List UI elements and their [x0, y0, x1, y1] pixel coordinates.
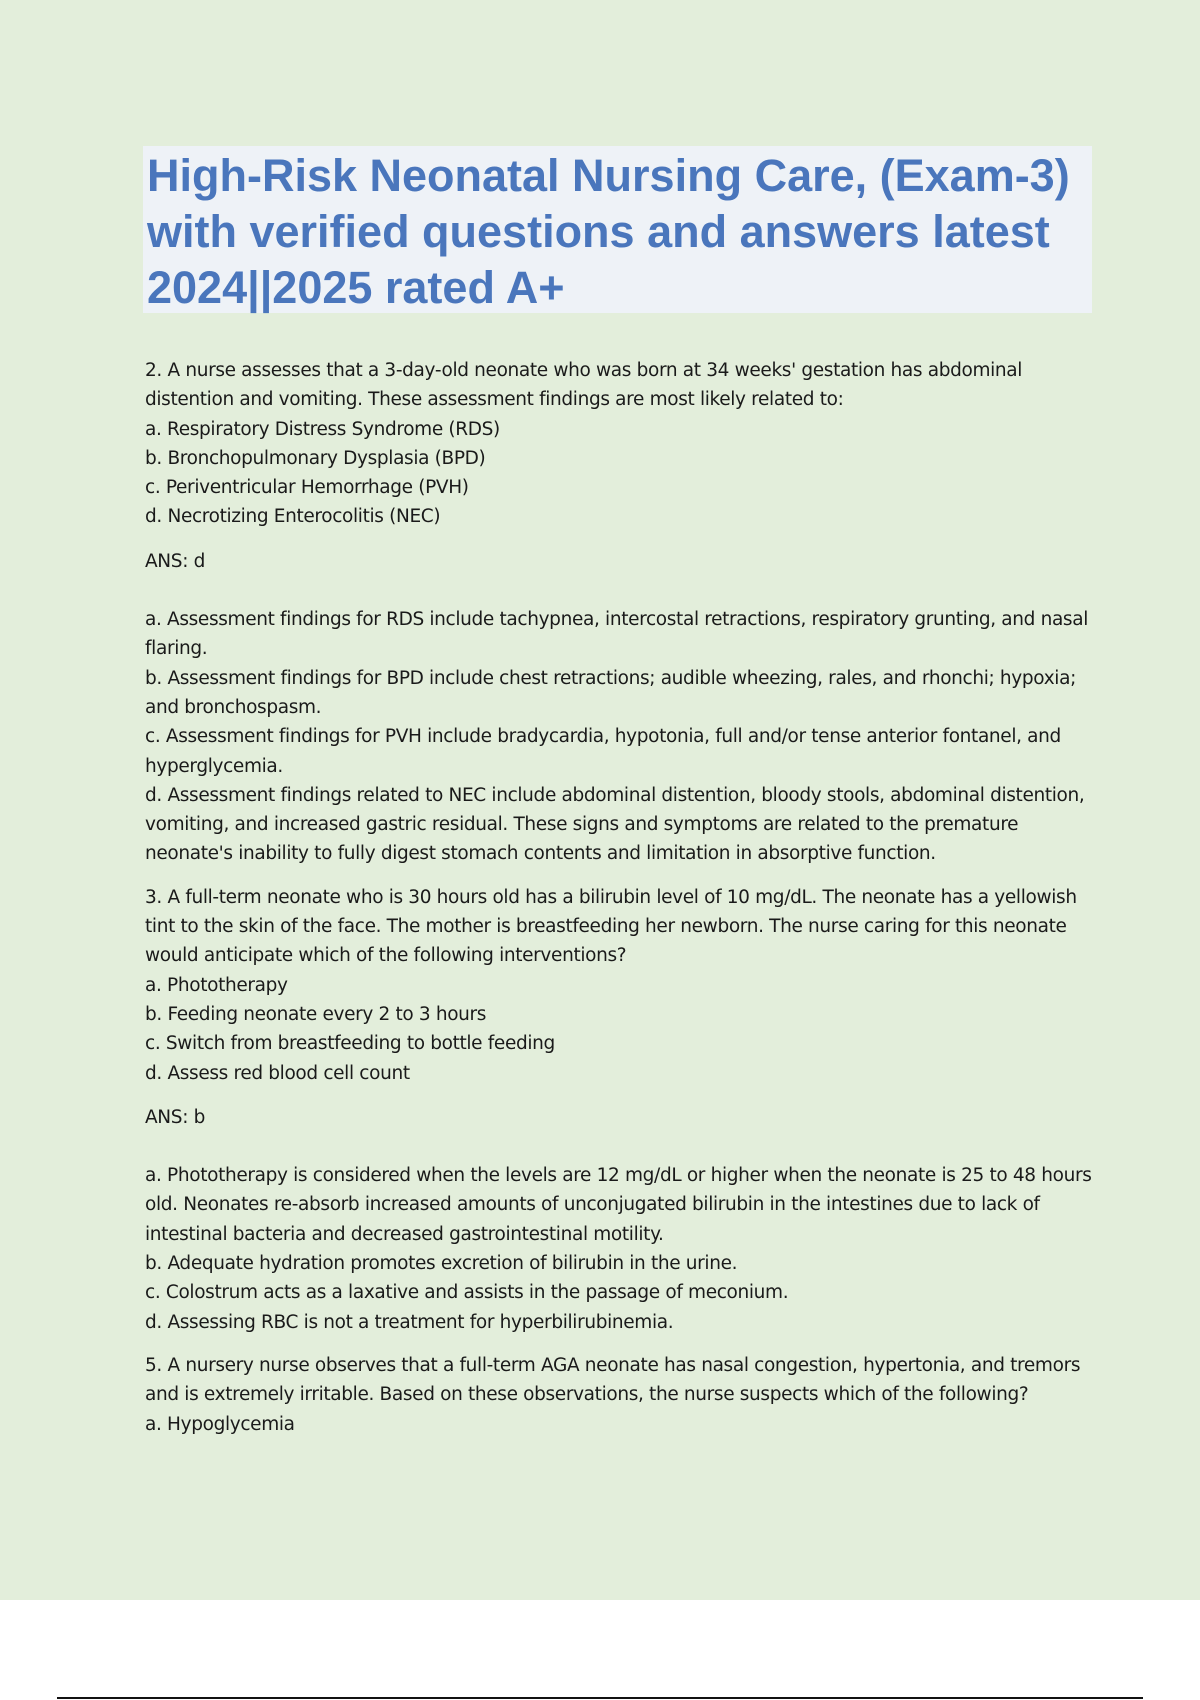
answer-option: b. Feeding neonate every 2 to 3 hours	[145, 1003, 487, 1025]
question-block	[145, 356, 1095, 869]
document-title: High-Risk Neonatal Nursing Care, (Exam-3) with verified questions and answers latest 2024||2025 rated A+	[147, 150, 1070, 313]
answer-option: c. Switch from breastfeeding to bottle feeding	[145, 1033, 555, 1055]
answer-key: ANS: b	[145, 1106, 205, 1128]
answer-option: b. Bronchopulmonary Dysplasia (BPD)	[145, 447, 486, 469]
answer-option: c. Periventricular Hemorrhage (PVH)	[145, 477, 469, 499]
answer-key: ANS: d	[145, 550, 205, 572]
document-body	[145, 356, 1095, 1439]
rationale: a. Phototherapy is considered when the levels are 12 mg/dL or higher when the neonate is 25 to 48 hours old. Neonates re-absorb increased amounts of unconjugated bilirubin in the intestines due to lack of intestinal bacteria and decreased gastrointestinal motility.	[145, 1165, 1092, 1245]
rationale: a. Assessment findings for RDS include tachypnea, intercostal retractions, respiratory grunting, and nasal flaring.	[145, 609, 1088, 660]
answer-option: d. Necrotizing Enterocolitis (NEC)	[145, 506, 441, 528]
question-stem: 5. A nursery nurse observes that a full-term AGA neonate has nasal congestion, hypertonia, and tremors and is extremely irritable. Based on these observations, the nurse suspects which of the following?	[145, 1354, 1081, 1406]
rationale: b. Assessment findings for BPD include chest retractions; audible wheezing, rales, and rhonchi; hypoxia; and bronchospasm.	[145, 667, 1076, 718]
question-block	[145, 883, 1095, 1337]
title-banner	[143, 146, 1092, 313]
answer-option: a. Respiratory Distress Syndrome (RDS)	[145, 418, 500, 440]
rationale: b. Adequate hydration promotes excretion of bilirubin in the urine.	[145, 1253, 738, 1275]
rationale: c. Colostrum acts as a laxative and assists in the passage of meconium.	[145, 1282, 789, 1304]
rationale: d. Assessment findings related to NEC include abdominal distention, bloody stools, abdominal distention, vomiting, and increased gastric residual. These signs and symptoms are related to the premature neonate's inability to fully digest stomach contents and limitation in absorptive function.	[145, 784, 1085, 865]
question-stem: 3. A full-term neonate who is 30 hours old has a bilirubin level of 10 mg/dL. The neonate has a yellowish tint to the skin of the face. The mother is breastfeeding her newborn. The nurse caring for this neonate would anticipate which of the following interventions?	[145, 886, 1077, 967]
rationale: c. Assessment findings for PVH include bradycardia, hypotonia, full and/or tense anterior fontanel, and hyperglycemia.	[145, 726, 1061, 777]
answer-option: d. Assess red blood cell count	[145, 1062, 410, 1084]
question-stem: 2. A nurse assesses that a 3-day-old neonate who was born at 34 weeks' gestation has abdominal distention and vomiting. These assessment findings are most likely related to:	[145, 360, 1023, 411]
question-block	[145, 1351, 1095, 1439]
footer-divider	[57, 1697, 1143, 1699]
rationale: d. Assessing RBC is not a treatment for hyperbilirubinemia.	[145, 1311, 674, 1333]
answer-option: a. Hypoglycemia	[145, 1413, 295, 1435]
answer-option: a. Phototherapy	[145, 974, 288, 996]
